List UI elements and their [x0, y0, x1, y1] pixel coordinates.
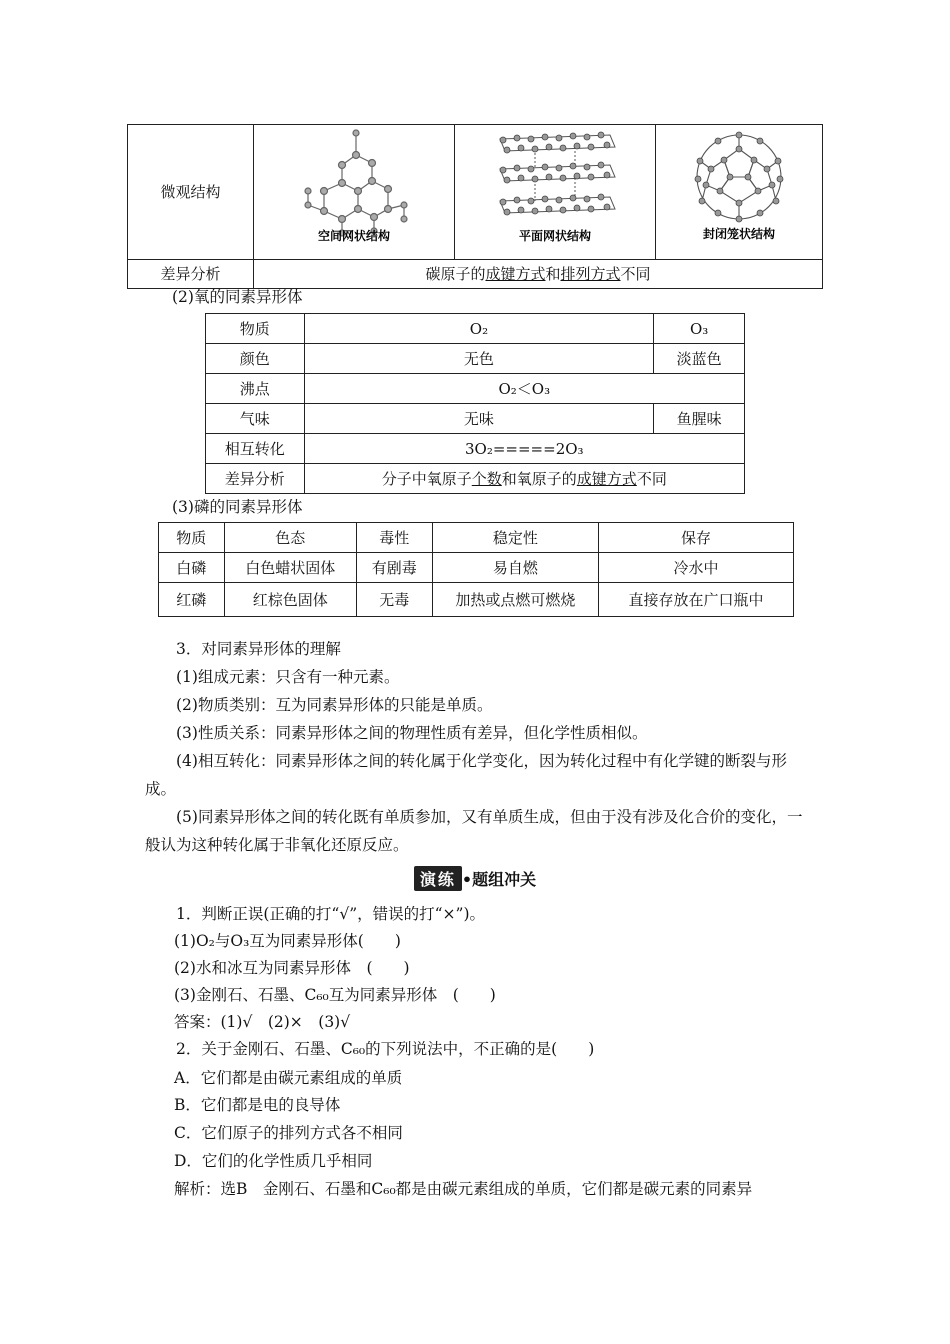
- ph-row-white: [159, 553, 794, 583]
- phosphorus-table: [158, 522, 794, 617]
- carbon-diff-value: [254, 260, 823, 289]
- understanding-title: 3．对同素异形体的理解: [176, 640, 341, 658]
- oxygen-heading: (2)氧的同素异形体: [172, 288, 303, 306]
- fullerene-cell: [656, 125, 823, 260]
- fullerene-caption: 封闭笼状结构: [702, 227, 776, 241]
- carbon-diff-bond: 成键方式: [485, 265, 546, 283]
- ph-white-storage: 冷水中: [599, 553, 794, 583]
- q1-item3: (3)金刚石、石墨、C₆₀互为同素异形体 ( ): [174, 986, 496, 1004]
- understanding-p2: (2)物质类别：互为同素异形体的只能是单质。: [176, 696, 493, 714]
- ox-substance-label: 物质: [206, 314, 305, 344]
- ox-conv-label: 相互转化: [206, 434, 305, 464]
- micro-structure-label: 微观结构: [128, 125, 254, 260]
- ox-bp-label: 沸点: [206, 374, 305, 404]
- q1-answer: 答案：(1)√ (2)× (3)√: [174, 1013, 351, 1031]
- ox-diff-value: [304, 464, 744, 494]
- ph-red-stability: 加热或点燃可燃烧: [432, 583, 599, 617]
- carbon-diff-label: 差异分析: [128, 260, 254, 289]
- q2-option-c: C．它们原子的排列方式各不相同: [174, 1124, 403, 1142]
- carbon-diff-pre: 碳原子的: [425, 265, 486, 283]
- q2-analysis: 解析：选B 金刚石、石墨和C₆₀都是由碳元素组成的单质，它们都是碳元素的同素异: [174, 1180, 753, 1198]
- diamond-caption: 空间网状结构: [317, 229, 391, 243]
- graphite-structure-image: [455, 125, 655, 255]
- ph-white-stability: 易自燃: [432, 553, 599, 583]
- practice-badge: 演练: [414, 866, 462, 891]
- banner-text: 题组冲关: [472, 870, 537, 889]
- ph-header-stability: 稳定性: [432, 523, 599, 553]
- graphite-caption: 平面网状结构: [518, 229, 592, 243]
- ox-diff-post: 不同: [636, 469, 667, 488]
- ph-white-state: 白色蜡状固体: [224, 553, 356, 583]
- ox-diff-label: 差异分析: [206, 464, 305, 494]
- ph-header-state: 色态: [224, 523, 356, 553]
- q2-option-b: B．它们都是电的良导体: [174, 1096, 341, 1114]
- phosphorus-heading: (3)磷的同素异形体: [172, 498, 303, 516]
- carbon-diff-mid: 和: [545, 265, 561, 283]
- understanding-p1: (1)组成元素：只含有一种元素。: [176, 668, 400, 686]
- ph-row-red: [159, 583, 794, 617]
- q2-option-a: A．它们都是由碳元素组成的单质: [174, 1069, 403, 1087]
- q1-item2: (2)水和冰互为同素异形体 ( ): [174, 959, 410, 977]
- ph-header-substance: 物质: [159, 523, 225, 553]
- understanding-p4: (4)相互转化：同素异形体之间的转化属于化学变化，因为转化过程中有化学键的断裂与形成。: [145, 752, 787, 798]
- ph-red-name: 红磷: [159, 583, 225, 617]
- banner-dot: •: [461, 870, 473, 889]
- ox-bp-value: O₂＜O₃: [304, 374, 744, 404]
- q2-stem: 2．关于金刚石、石墨、C₆₀的下列说法中，不正确的是( ): [176, 1040, 595, 1058]
- ox-diff-bond: 成键方式: [576, 469, 637, 488]
- ox-o3-color: 淡蓝色: [654, 344, 745, 374]
- understanding-p3: (3)性质关系：同素异形体之间的物理性质有差异，但化学性质相似。: [176, 724, 648, 742]
- fullerene-structure-image: [656, 125, 822, 255]
- diamond-structure-image: [254, 125, 454, 255]
- carbon-diff-arrangement: 排列方式: [560, 265, 621, 283]
- ph-red-state: 红棕色固体: [224, 583, 356, 617]
- oxygen-table: [205, 313, 745, 494]
- graphite-cell: [455, 125, 656, 260]
- ox-color-label: 颜色: [206, 344, 305, 374]
- ox-o3-smell: 鱼腥味: [654, 404, 745, 434]
- ph-white-toxicity: 有剧毒: [356, 553, 432, 583]
- carbon-diff-post: 不同: [620, 265, 651, 283]
- q1-item1: (1)O₂与O₃互为同素异形体( ): [174, 932, 401, 950]
- ox-diff-pre: 分子中氧原子: [381, 469, 472, 488]
- ox-o3: O₃: [654, 314, 745, 344]
- ox-diff-count: 个数: [471, 469, 502, 488]
- q1-stem: 1．判断正误(正确的打“√”，错误的打“×”)。: [176, 905, 486, 923]
- q2-option-d: D．它们的化学性质几乎相同: [174, 1152, 373, 1170]
- ph-red-storage: 直接存放在广口瓶中: [599, 583, 794, 617]
- ox-o2-smell: 无味: [304, 404, 654, 434]
- ph-red-toxicity: 无毒: [356, 583, 432, 617]
- understanding-p5: (5)同素异形体之间的转化既有单质参加，又有单质生成，但由于没有涉及化合价的变化，一般认为这种转化属于非氧化还原反应。: [145, 808, 803, 854]
- ox-smell-label: 气味: [206, 404, 305, 434]
- ph-white-name: 白磷: [159, 553, 225, 583]
- practice-banner: [0, 866, 950, 891]
- ph-header-storage: 保存: [599, 523, 794, 553]
- ox-o2-color: 无色: [304, 344, 654, 374]
- diamond-cell: [254, 125, 455, 260]
- ox-diff-mid: 和氧原子的: [501, 469, 577, 488]
- ph-header-toxicity: 毒性: [356, 523, 432, 553]
- ox-conv-value: 3O₂=====2O₃: [304, 434, 744, 464]
- ox-o2: O₂: [304, 314, 654, 344]
- carbon-structure-table: [127, 124, 823, 289]
